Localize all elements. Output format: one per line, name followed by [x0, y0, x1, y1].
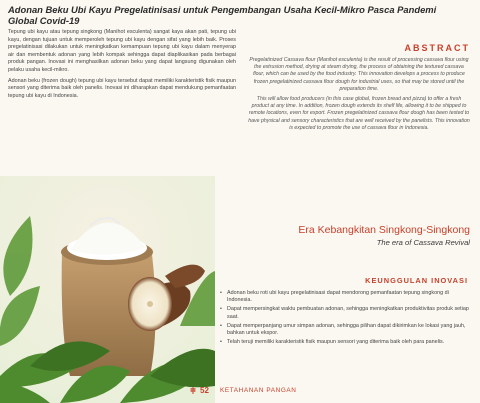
- cassava-photo: [0, 176, 215, 403]
- advantage-item: • Telah teruji memiliki karakteristik fisik maupun sensori yang diterima baik oleh para panelis.: [220, 339, 472, 346]
- abstract-paragraph: Pregelatinized Cassava flour (Manihot esculenta) is the result of processing cassava flour using the extrusion method, drying at steam drying, the process of obtaining the textured cassava flour, which can be used by the food industry. This innovation develops a process to produce frozen pregelatinized cassava flour dough for industrial uses, so that may be stored until the preparation time.: [249, 57, 469, 92]
- body-paragraph: Tepung ubi kayu atau tepung singkong (Manihot esculenta) sangat kaya akan pati, tepung ubi kayu, dengan tujuan untuk memperoleh tepung ubi kayu dengan sifat yang lebih baik. Proses pregelatinisasi dilakukan untuk meningkatkan kemampuan tepung ubi kayu dalam menyerap air dan membentuk adonan yang lebih kompak sehingga dapat diaplikasikan pada berbagai produk pangan. Inovasi ini menghasilkan adonan beku yang dapat langsung digunakan oleh pelaku usaha kecil-mikro.: [8, 29, 236, 73]
- article-title: Adonan Beku Ubi Kayu Pregelatinisasi untuk Pengembangan Usaha Kecil-Mikro Pasca Pandemi Global Covid-19: [8, 4, 437, 26]
- advantages-heading: KEUNGGULAN INOVASI: [365, 276, 468, 285]
- abstract-text: [248, 57, 470, 135]
- body-paragraph: Adonan beku (frozen dough) tepung ubi kayu tersebut dapat memiliki karakteristik fisik maupun sensori yang diterima baik oleh panelis. Inovasi ini diharapkan dapat mendukung pemanfaatan tepung ubi kayu di Indonesia.: [8, 77, 236, 99]
- section-subtitle: The era of Cassava Revival: [376, 238, 470, 247]
- advantage-item: • Dapat memperpanjang umur simpan adonan, sehingga pilihan dapat dikirimkan ke lokasi yang jauh, bahkan untuk ekspor.: [220, 323, 472, 338]
- advantage-item: • Adonan beku roti ubi kayu pregelatinisasi dapat mendorong pemanfaatan tepung singkong di Indonesia.: [220, 290, 472, 305]
- wheat-icon: [188, 385, 198, 395]
- abstract-heading: ABSTRACT: [404, 43, 470, 53]
- advantage-item: • Dapat mempersingkat waktu pembuatan adonan, sehingga meningkatkan produktivitas produk setiap saat.: [220, 306, 472, 321]
- section-title: Era Kebangkitan Singkong-Singkong: [298, 224, 470, 236]
- page-number: 52: [200, 386, 209, 395]
- body-text: [8, 29, 236, 103]
- abstract-paragraph: This will allow food producers (in this case global, frozen bread and pizza) to offer a fresh product at any time. In addition, frozen dough extends its shelf life, allowing it to be shipped to remote locations, even for export. Frozen pregelatinized cassava flour dough has been tested to have physical and sensory characteristics that are well received by the panelists. This innovation is expected to promote the use of cassava flour in Indonesia.: [248, 96, 470, 131]
- footer-label: KETAHANAN PANGAN: [220, 387, 297, 394]
- advantages-list: [220, 290, 472, 348]
